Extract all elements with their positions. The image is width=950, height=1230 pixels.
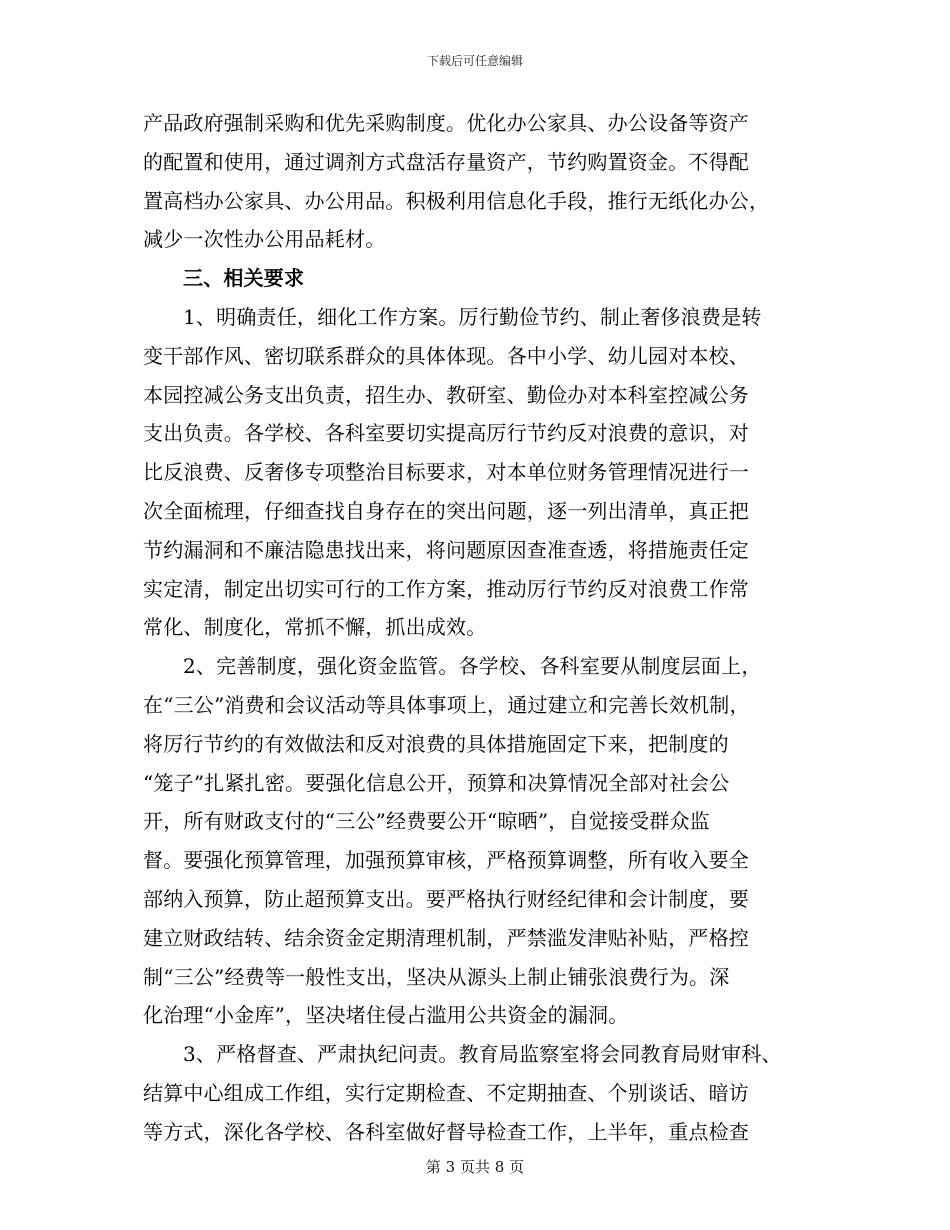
document-body — [143, 104, 823, 1152]
body-text-line: 建立财政结转、结余资金定期清理机制，严禁滥发津贴补贴，严格控 — [143, 925, 749, 950]
body-text-line: 结算中心组成工作组，实行定期检查、不定期抽查、个别谈话、暗访 — [143, 1080, 749, 1105]
body-text-line: 减少一次性办公用品耗材。 — [143, 227, 386, 252]
body-text-line: 开，所有财政支付的“三公”经费要公开“晾晒”，自觉接受群众监 — [143, 809, 710, 834]
page-header: 下载后可任意编辑 — [426, 54, 523, 68]
body-text-line: 将厉行节约的有效做法和反对浪费的具体措施固定下来，把制度的 — [143, 731, 729, 756]
body-text-line: 的配置和使用，通过调剂方式盘活存量资产，节约购置资金。不得配 — [143, 149, 749, 174]
body-text-line: 在“三公”消费和会议活动等具体事项上，通过建立和完善长效机制， — [143, 692, 750, 717]
body-text-line: 支出负责。各学校、各科室要切实提高厉行节约反对浪费的意识，对 — [143, 421, 749, 446]
body-text-line: 1、明确责任，细化工作方案。厉行勤俭节约、制止奢侈浪费是转 — [183, 304, 762, 329]
body-text-line: 常化、制度化，常抓不懈，抓出成效。 — [143, 615, 487, 640]
body-text-line: 制“三公”经费等一般性支出，坚决从源头上制止铺张浪费行为。深 — [143, 964, 730, 989]
body-text-line: 化治理“小金库”，坚决堵住侵占滥用公共资金的漏洞。 — [143, 1003, 629, 1028]
body-text-line: 督。要强化预算管理，加强预算审核，严格预算调整，所有收入要全 — [143, 848, 749, 873]
body-text-line: 比反浪费、反奢侈专项整治目标要求，对本单位财务管理情况进行一 — [143, 460, 749, 485]
body-text-line: 2、完善制度，强化资金监管。各学校、各科室要从制度层面上， — [183, 654, 762, 679]
body-text-line: 3、严格督查、严肃执纪问责。教育局监察室将会同教育局财审科、 — [183, 1042, 782, 1067]
section-heading: 三、相关要求 — [183, 266, 305, 291]
page-footer: 第 3 页共 8 页 — [425, 1158, 525, 1176]
body-text-line: 实定清，制定出切实可行的工作方案，推动厉行节约反对浪费工作常 — [143, 576, 749, 601]
body-text-line: 置高档办公家具、办公用品。积极利用信息化手段，推行无纸化办公， — [143, 188, 770, 213]
body-text-line: 次全面梳理，仔细查找自身存在的突出问题，逐一列出清单，真正把 — [143, 498, 749, 523]
body-text-line: 节约漏洞和不廉洁隐患找出来，将问题原因查准查透，将措施责任定 — [143, 537, 749, 562]
body-text-line: 等方式，深化各学校、各科室做好督导检查工作，上半年，重点检查 — [143, 1119, 749, 1144]
body-text-line: 本园控减公务支出负责，招生办、教研室、勤俭办对本科室控减公务 — [143, 382, 749, 407]
body-text-line: 变干部作风、密切联系群众的具体体现。各中小学、幼儿园对本校、 — [143, 343, 749, 368]
body-text-line: 产品政府强制采购和优先采购制度。优化办公家具、办公设备等资产 — [143, 111, 749, 135]
body-text-line: 部纳入预算，防止超预算支出。要严格执行财经纪律和会计制度，要 — [143, 886, 749, 911]
body-text-line: “笼子”扎紧扎密。要强化信息公开，预算和决算情况全部对社会公 — [143, 770, 730, 795]
